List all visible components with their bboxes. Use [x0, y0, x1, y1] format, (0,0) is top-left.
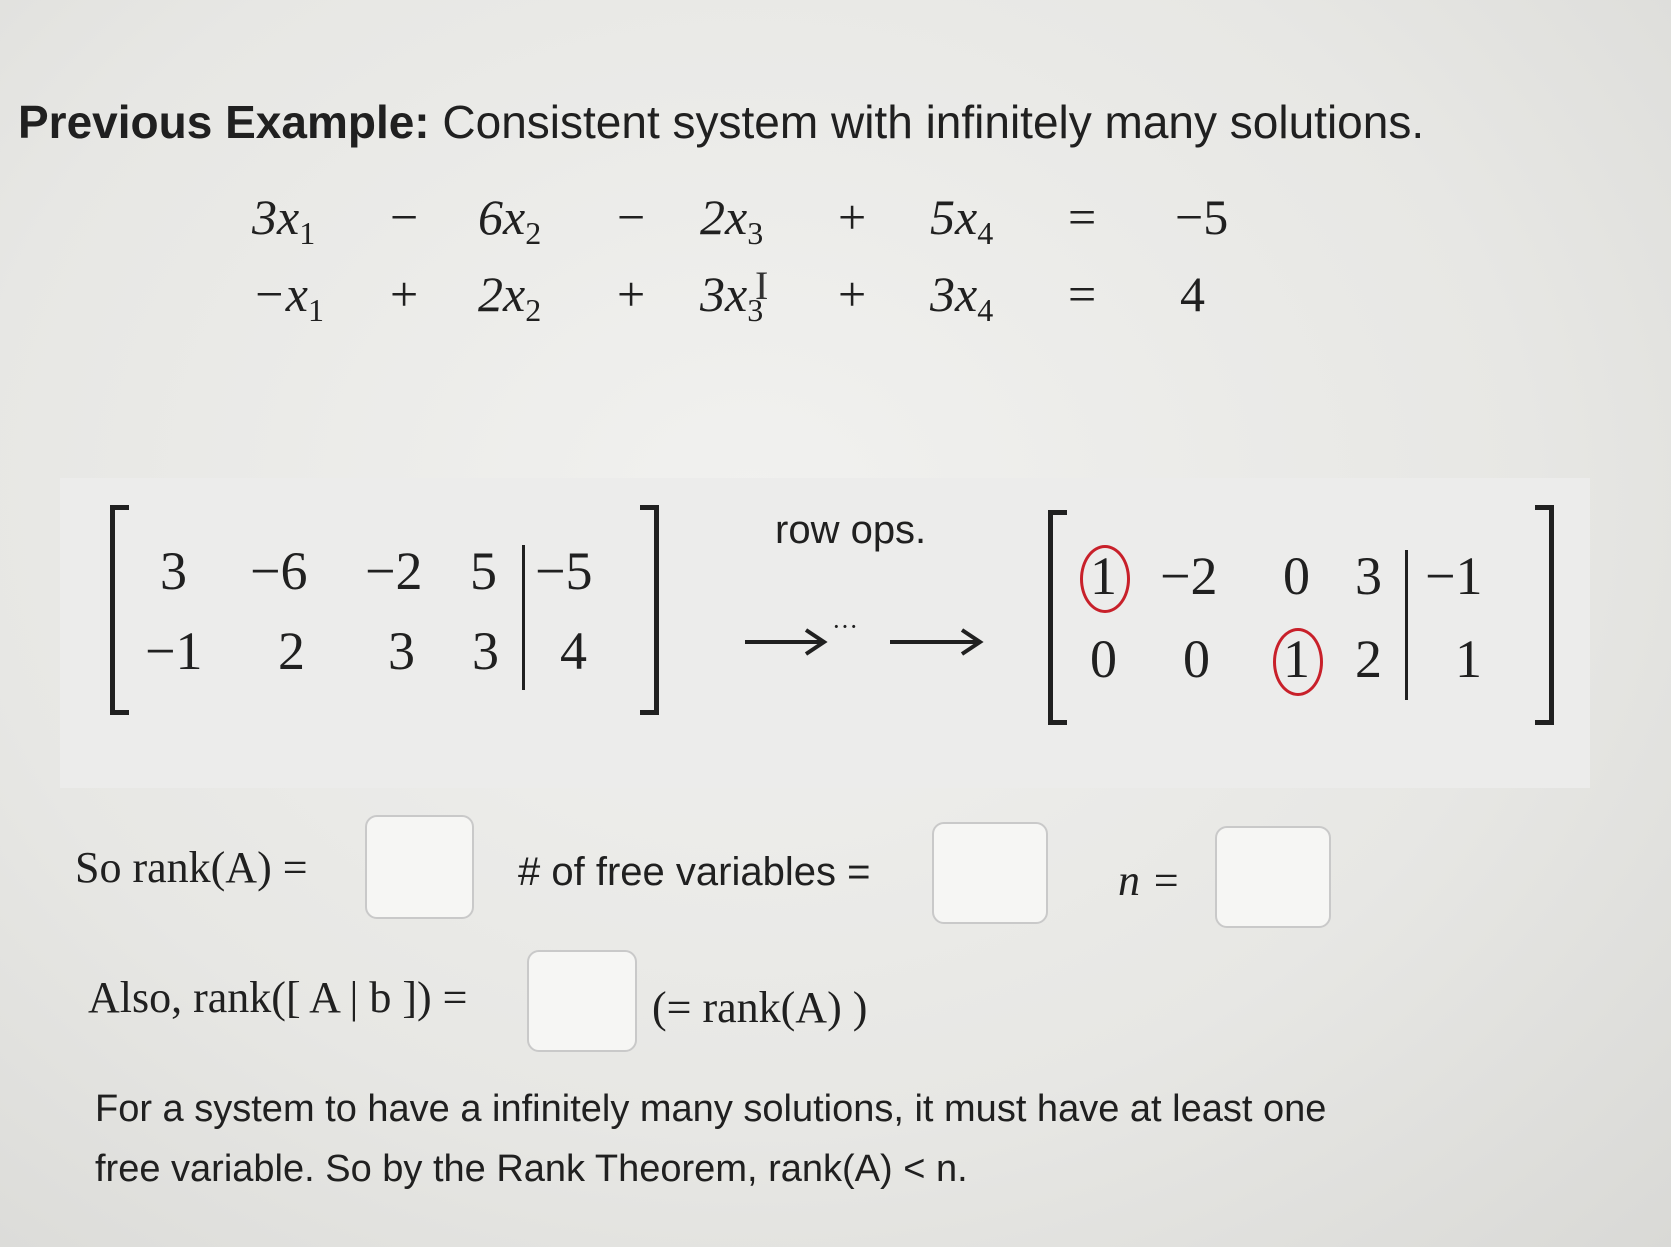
operator: + — [838, 266, 867, 322]
row-reduction-arrow-icon — [740, 622, 985, 662]
operator: − — [617, 189, 646, 245]
term: $5x_4$ — [930, 189, 994, 251]
matrix-cell: 3 — [388, 621, 415, 681]
matrix-cell: 3 — [1355, 546, 1382, 606]
matrix-cell: 0 — [1090, 629, 1117, 689]
n-label: n = — [1118, 856, 1181, 905]
matrix-cell: 1 — [1283, 629, 1310, 689]
operator: + — [390, 266, 419, 322]
operator: − — [390, 189, 419, 245]
matrix-cell: 4 — [560, 621, 587, 681]
term: $2x_2$ — [478, 266, 542, 328]
matrix-cell: 3 — [160, 541, 187, 601]
n-answer-box[interactable] — [1215, 826, 1331, 928]
free-variables-label: # of free variables = — [518, 850, 871, 894]
free-variables-answer-box[interactable] — [932, 822, 1048, 924]
matrix-cell: 5 — [470, 541, 497, 601]
matrix-cell: 2 — [1355, 629, 1382, 689]
operator: + — [617, 266, 646, 322]
operator: + — [838, 189, 867, 245]
matrix-cell: 1 — [1090, 546, 1117, 606]
matrix-cell: 0 — [1183, 629, 1210, 689]
heading-bold: Previous Example: — [18, 96, 430, 148]
left-bracket — [110, 505, 129, 715]
term: $2x_3$ — [700, 189, 764, 251]
left-bracket — [1048, 510, 1067, 725]
term: $6x_2$ — [478, 189, 542, 251]
right-bracket — [640, 505, 659, 715]
matrix-cell: −1 — [145, 621, 203, 681]
row-ops-label: row ops. — [775, 508, 927, 552]
matrix-cell: 2 — [278, 621, 305, 681]
augmented-rank-note: (= rank(A) ) — [652, 983, 868, 1032]
explanation-line-1: For a system to have a infinitely many solutions, it must have at least one — [95, 1088, 1327, 1130]
matrix-cell: 0 — [1283, 546, 1310, 606]
explanation-line-2: free variable. So by the Rank Theorem, rank(A) < n. — [95, 1148, 968, 1190]
equals-sign: = — [1068, 189, 1097, 245]
pivot-circle — [1273, 628, 1323, 696]
matrix-cell: −2 — [365, 541, 423, 601]
matrix-cell: −6 — [250, 541, 308, 601]
rhs-value: −5 — [1175, 189, 1229, 245]
matrix-cell: −5 — [535, 541, 593, 601]
rank-answer-box[interactable] — [365, 815, 474, 919]
augmented-rank-answer-box[interactable] — [527, 950, 637, 1052]
text-cursor-icon: I — [755, 263, 769, 308]
augment-divider — [1405, 550, 1408, 700]
term: $-x_1$ — [252, 266, 324, 328]
matrix-cell: −2 — [1160, 546, 1218, 606]
augmented-rank-label: Also, rank([ A | b ]) = — [88, 973, 468, 1022]
equals-sign: = — [1068, 266, 1097, 322]
right-bracket — [1535, 505, 1554, 725]
term: $3x_4$ — [930, 266, 994, 328]
term: $3x_1$ — [252, 189, 316, 251]
slide-heading — [18, 95, 1424, 149]
arrow-dots: ··· — [832, 612, 858, 641]
heading-text: Consistent system with infinitely many solutions. — [429, 96, 1425, 148]
matrix-cell: 3 — [472, 621, 499, 681]
matrix-cell: 1 — [1455, 629, 1482, 689]
matrix-cell: −1 — [1425, 546, 1483, 606]
rhs-value: 4 — [1180, 266, 1205, 322]
pivot-circle — [1080, 545, 1130, 613]
term: $3x_3$ — [700, 266, 764, 328]
rank-label: So rank(A) = — [75, 843, 308, 892]
augment-divider — [522, 545, 525, 690]
